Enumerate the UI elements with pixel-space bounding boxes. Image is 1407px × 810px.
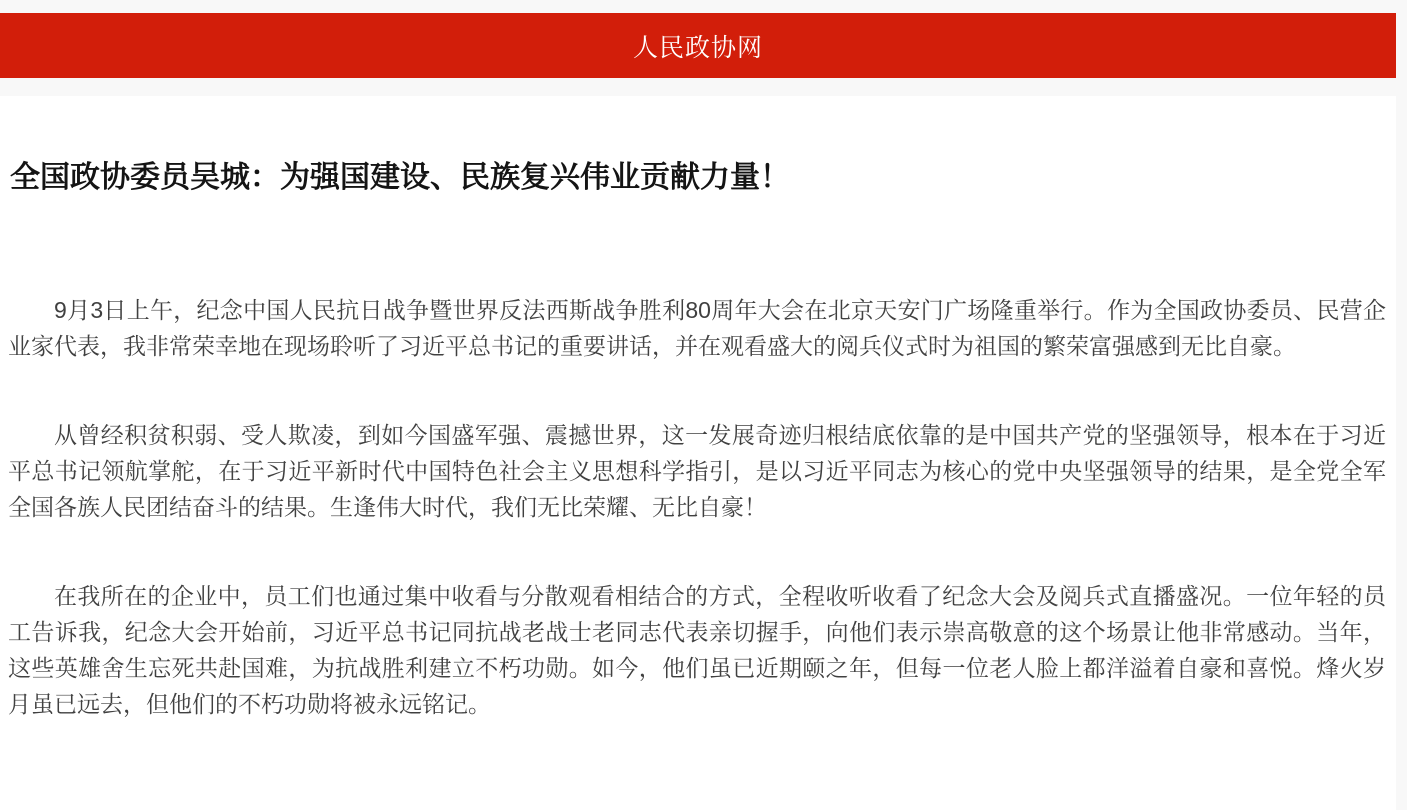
article-title: 全国政协委员吴城：为强国建设、民族复兴伟业贡献力量！ — [10, 161, 790, 194]
article-body — [8, 292, 1386, 722]
header-gap — [0, 78, 1396, 96]
article-paragraph: 在我所在的企业中，员工们也通过集中收看与分散观看相结合的方式，全程收听收看了纪念大会及阅兵式直播盛况。一位年轻的员工告诉我，纪念大会开始前，习近平总书记同抗战老战士老同志代表亲切握手，向他们表示崇高敬意的这个场景让他非常感动。当年，这些英雄舍生忘死共赴国难，为抗战胜利建立不朽功勋。如今，他们虽已近期颐之年，但每一位老人脸上都洋溢着自豪和喜悦。烽火岁月虽已远去，但他们的不朽功勋将被永远铭记。 — [8, 583, 1386, 717]
site-title: 人民政协网 — [632, 33, 763, 62]
site-header — [0, 13, 1396, 78]
article-container — [0, 96, 1396, 810]
article-paragraph: 9月3日上午，纪念中国人民抗日战争暨世界反法西斯战争胜利80周年大会在北京天安门广场隆重举行。作为全国政协委员、民营企业家代表，我非常荣幸地在现场聆听了习近平总书记的重要讲话，并在观看盛大的阅兵仪式时为祖国的繁荣富强感到无比自豪。 — [8, 297, 1386, 359]
article-paragraph: 从曾经积贫积弱、受人欺凌，到如今国盛军强、震撼世界，这一发展奇迹归根结底依靠的是中国共产党的坚强领导，根本在于习近平总书记领航掌舵，在于习近平新时代中国特色社会主义思想科学指引，是以习近平同志为核心的党中央坚强领导的结果，是全党全军全国各族人民团结奋斗的结果。生逢伟大时代，我们无比荣耀、无比自豪！ — [8, 422, 1386, 520]
top-spacer — [0, 0, 1396, 13]
